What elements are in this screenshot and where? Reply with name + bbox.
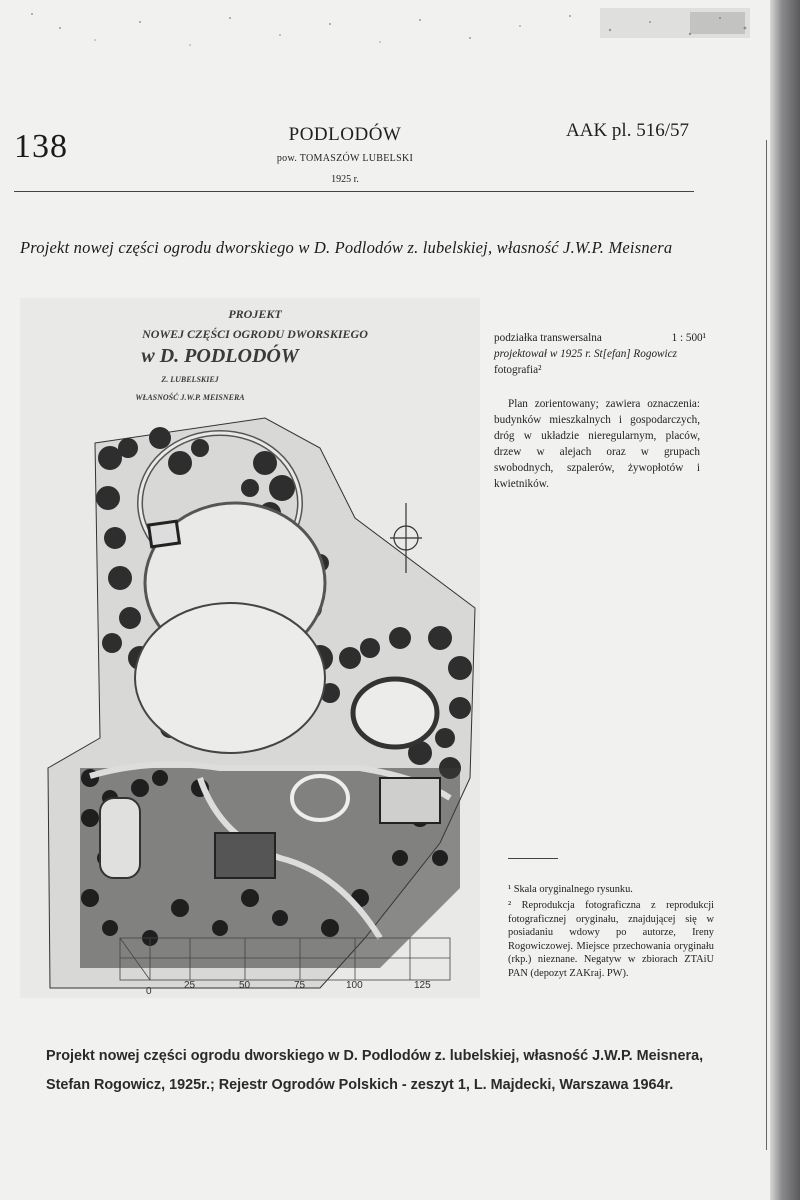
scale-tick-25: 25 [184,980,196,991]
scan-noise [0,0,770,60]
archive-reference: AAK pl. 516/57 [566,120,689,141]
margin-rule [766,140,767,1150]
drawing-heading-1: PROJEKT [228,307,282,321]
location-title: PODLODÓW [288,124,402,145]
district-subtitle: pow. TOMASZÓW LUBELSKI [276,153,414,164]
scale-tick-100: 100 [346,980,363,991]
drawing-heading-3: w D. PODLODÓW [141,345,299,367]
source-caption: Projekt nowej części ogrodu dworskiego w D. Podlodów z. lubelskiej, własność J.W.P. Meisnera, Stefan Rogowicz, 1925r.; Rejestr Ogrodów Polskich - zeszyt 1, L. Majdecki, Warszawa 1964r. [46,1048,704,1093]
garden-plan-drawing [20,298,480,998]
header-rule [14,191,694,192]
drawing-heading-4: Z. LUBELSKIEJ [161,375,219,384]
drawing-heading-5: WŁASNOŚĆ J.W.P. MEISNERA [135,393,245,402]
scale-tick-75: 75 [294,980,306,991]
plan-metadata [494,330,706,378]
scale-value: 1 : 500¹ [671,332,706,344]
footnote-1: ¹ Skala oryginalnego rysunku. [508,884,633,895]
photo-line: fotografia² [494,364,542,376]
footnote-rule [508,858,558,859]
scale-tick-125: 125 [414,980,431,991]
drawing-heading-2: NOWEJ CZĘŚCI OGRODU DWORSKIEGO [142,327,368,341]
footnote-2: ² Reprodukcja fotograficzna z reprodukcji fotograficznej oryginału, znajdującej się w posiadaniu wdowy po autorze, Ireny Rogowiczowej. Miejsce przechowania oryginału (rkp.) nieznane. Negatyw w zbiorach ZTAiU PAN (depozyt ZAKraj. PW). [508,900,714,979]
scale-tick-0: 0 [146,986,152,997]
plan-title: Projekt nowej części ogrodu dworskiego w D. Podlodów z. lubelskiej, własność J.W.P. Meisnera [20,238,673,257]
scan-edge [770,0,800,1200]
scale-tick-50: 50 [239,980,251,991]
plan-description: Plan zorientowany; zawiera oznaczenia: budynków mieszkalnych i gospodarczych, dróg w układzie nieregularnym, placów, drzew w alejach oraz w grupach swobodnych, szpalerów, żywopłotów i kwietników. [494,398,700,490]
scale-label: podziałka transwersalna [494,332,602,344]
author-line: projektował w 1925 r. St[efan] Rogowicz [494,348,677,360]
year-label: 1925 r. [331,174,359,185]
page-number: 138 [14,128,68,165]
